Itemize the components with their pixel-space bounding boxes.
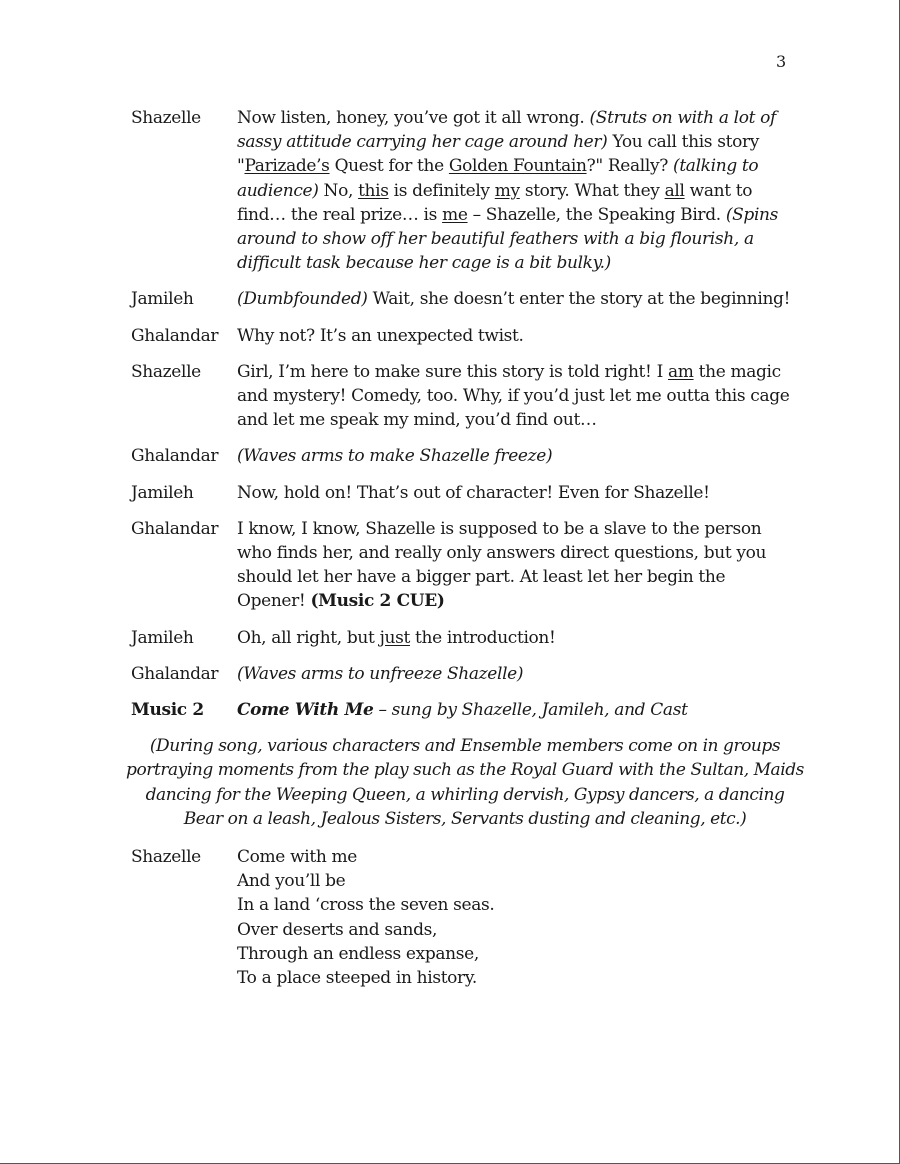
dialogue-text — [237, 662, 791, 686]
speaker-name: Ghalandar — [131, 325, 219, 346]
dialogue-segment: Now listen, honey, you’ve got it all wrong. — [237, 108, 590, 128]
dialogue-text — [237, 626, 791, 650]
script-content — [126, 106, 804, 1002]
dialogue-entry — [131, 287, 791, 311]
lyrics-lines — [237, 845, 791, 990]
stage-direction: (During song, various characters and Ensemble members come on in groups portraying moments from the play such as the Royal Guard with the Sultan, Maids dancing for the Weeping Queen, a whirling dervish, Gypsy dancers, a dancing Bear on a leash, Jealous Sisters, Servants dusting and cleaning, etc.) — [126, 736, 804, 829]
dialogue-entry — [131, 481, 791, 505]
dialogue-segment: Girl, I’m here to make sure this story is told right! I — [237, 361, 668, 382]
dialogue-segment: is definitely — [388, 180, 495, 201]
dialogue-segment: No, — [318, 180, 359, 201]
speaker-name: Ghalandar — [131, 663, 219, 684]
dialogue-segment: – Shazelle, the Speaking Bird. — [467, 204, 726, 225]
cue: (Music 2 CUE) — [310, 591, 445, 612]
lyrics-entry — [131, 845, 791, 990]
dialogue-text — [237, 444, 791, 468]
dialogue-segment: Why not? It’s an unexpected twist. — [237, 325, 524, 346]
dialogue-text — [237, 324, 791, 348]
dialogue-segment: You call this story " — [237, 132, 760, 177]
lyrics-speaker: Shazelle — [131, 847, 201, 868]
dialogue-segment: want to find… the real prize… is — [237, 180, 753, 225]
stage-note: (Dumbfounded) — [237, 289, 368, 310]
emphasis: me — [442, 204, 468, 225]
dialogue-segment: Oh, all right, but — [237, 627, 380, 648]
stage-note: (Waves arms to unfreeze Shazelle) — [237, 663, 524, 684]
speaker-name: Shazelle — [131, 108, 201, 128]
dialogue-segment: ?" Really? — [586, 156, 674, 177]
dialogue-entry — [131, 517, 791, 614]
lyric-line: Come with me — [237, 847, 357, 868]
lyric-line: Through an endless expanse, — [237, 943, 479, 964]
dialogue-segment: Quest for the — [329, 156, 449, 177]
speaker-name: Ghalandar — [131, 518, 219, 539]
emphasis: am — [668, 361, 694, 382]
speaker-name: Jamileh — [131, 482, 194, 503]
dialogue-segment: Wait, she doesn’t enter the story at the beginning! — [367, 289, 791, 310]
music-cue-label: Music 2 — [131, 700, 204, 721]
lyric-line: To a place steeped in history. — [237, 968, 477, 989]
dialogue-entry — [131, 360, 791, 433]
emphasis: Golden Fountain — [448, 156, 587, 177]
dialogue-entry — [131, 662, 791, 686]
stage-note: (Spins around to show off her beautiful feathers with a big flourish, a difficult task because her cage is a bit bulky.) — [237, 204, 779, 274]
dialogue-segment: I know, I know, Shazelle is supposed to be a slave to the person who finds her, and really only answers direct questions, but you should let her have a bigger part. At least let her begin the Opener! — [237, 518, 767, 612]
music-cue — [131, 698, 791, 722]
lyric-line: In a land ‘cross the seven seas. — [237, 895, 495, 916]
dialogue-text — [237, 481, 791, 505]
dialogue-text — [237, 360, 791, 433]
song-title: Come With Me — [237, 700, 374, 721]
speaker-name: Jamileh — [131, 627, 194, 648]
dialogue-text — [237, 287, 791, 311]
dialogue-entry — [131, 444, 791, 468]
dialogue-segment: story. What they — [519, 180, 665, 201]
dialogue-segment: the introduction! — [409, 627, 556, 648]
dialogue-entry — [131, 106, 791, 275]
emphasis: Parizade’s — [244, 156, 330, 177]
emphasis: all — [664, 180, 685, 201]
lyric-line: And you’ll be — [237, 871, 346, 892]
dialogue-segment: Now, hold on! That’s out of character! Even for Shazelle! — [237, 482, 710, 503]
speaker-name: Ghalandar — [131, 446, 219, 467]
dialogue-entry — [131, 324, 791, 348]
dialogue-entry — [131, 626, 791, 650]
stage-note: (talking to audience) — [237, 156, 759, 201]
stage-note: (Waves arms to make Shazelle freeze) — [237, 446, 553, 467]
emphasis: just — [379, 627, 410, 648]
stage-note: (Struts on with a lot of sassy attitude carrying her cage around her) — [237, 108, 776, 153]
dialogue-text — [237, 106, 791, 275]
song-credit: – sung by Shazelle, Jamileh, and Cast — [373, 700, 688, 721]
music-cue-text — [237, 698, 791, 722]
lyric-line: Over deserts and sands, — [237, 919, 438, 940]
page-number: 3 — [776, 52, 787, 71]
speaker-name: Jamileh — [131, 289, 194, 310]
speaker-name: Shazelle — [131, 361, 201, 382]
dialogue-segment: the magic and mystery! Comedy, too. Why, if you’d just let me outta this cage and let me speak my mind, you’d find out… — [237, 361, 790, 431]
dialogue-text — [237, 517, 791, 614]
emphasis: my — [494, 180, 520, 201]
emphasis: this — [358, 180, 389, 201]
dialogue-list — [131, 106, 791, 686]
